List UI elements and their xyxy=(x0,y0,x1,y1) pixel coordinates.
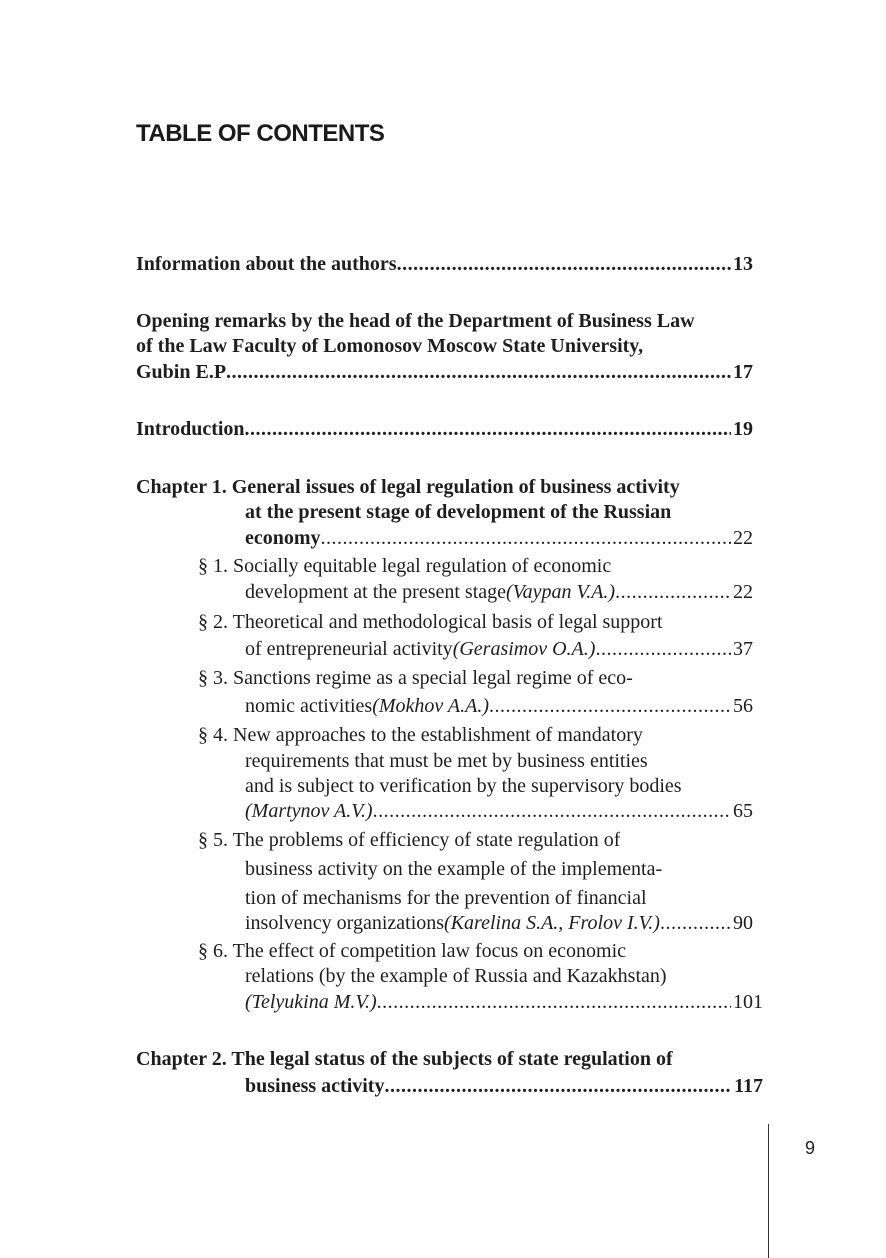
toc-entry-opening[interactable] xyxy=(136,359,753,385)
page-margin-rule xyxy=(768,1124,769,1258)
toc-entry-chapter2[interactable] xyxy=(245,1073,763,1099)
toc-author: (Gerasimov O.A.) xyxy=(452,638,596,660)
toc-page-number: 101 xyxy=(733,991,763,1013)
toc-page-number: 13 xyxy=(733,253,753,275)
toc-section4-line1: § 4. New approaches to the establishment of mandatory xyxy=(198,724,643,746)
toc-entry-opening-line2: of the Law Faculty of Lomonosov Moscow State University, xyxy=(136,335,644,357)
toc-entry-title: insolvency organizations xyxy=(245,912,445,934)
toc-page-number: 56 xyxy=(733,695,753,717)
toc-entry-chapter1[interactable] xyxy=(245,525,753,551)
toc-section4-line3: and is subject to verification by the supervisory bodies xyxy=(245,775,682,797)
toc-entry-title: Introduction xyxy=(136,418,245,440)
toc-entry-authors[interactable] xyxy=(136,251,753,277)
toc-section4-line2: requirements that must be met by business entities xyxy=(245,750,648,772)
toc-entry-title: economy xyxy=(245,527,321,549)
toc-page-number: 19 xyxy=(733,418,753,440)
toc-chapter1-line1: Chapter 1. General issues of legal regulation of business activity xyxy=(136,476,680,498)
toc-entry-section3[interactable] xyxy=(245,693,753,719)
toc-section6-line2: relations (by the example of Russia and Kazakhstan) xyxy=(245,965,667,987)
toc-entry-title: Gubin E.P xyxy=(136,361,227,383)
toc-page-number: 117 xyxy=(734,1075,763,1097)
page-number: 9 xyxy=(805,1138,816,1158)
toc-section5-line1: § 5. The problems of efficiency of state regulation of xyxy=(198,829,621,851)
toc-section5-line2: business activity on the example of the implementa- xyxy=(245,858,663,880)
toc-author: (Vaypan V.A.) xyxy=(506,581,616,603)
toc-section2-line1: § 2. Theoretical and methodological basis of legal support xyxy=(198,611,663,633)
toc-entry-section6[interactable] xyxy=(245,989,763,1015)
page-title: TABLE OF CONTENTS xyxy=(136,120,385,147)
toc-section1-line1: § 1. Socially equitable legal regulation of economic xyxy=(198,555,612,577)
toc-entry-title: nomic activities xyxy=(245,695,373,717)
toc-entry-section1[interactable] xyxy=(245,579,753,605)
toc-author: (Mokhov A.A.) xyxy=(372,695,489,717)
toc-page-number: 37 xyxy=(733,638,753,660)
toc-entry-section2[interactable] xyxy=(245,636,753,662)
toc-section6-line1: § 6. The effect of competition law focus on economic xyxy=(198,940,627,962)
toc-author: (Karelina S.A., Frolov I.V.) xyxy=(444,912,660,934)
toc-entry-title: of entrepreneurial activity xyxy=(245,638,453,660)
toc-page-number: 22 xyxy=(733,527,753,549)
toc-entry-title: Information about the authors xyxy=(136,253,397,275)
toc-chapter1-line2: at the present stage of development of the Russian xyxy=(245,501,672,523)
toc-page-number: 90 xyxy=(733,912,753,934)
toc-author: (Telyukina M.V.) xyxy=(245,991,377,1013)
toc-author: (Martynov A.V.) xyxy=(245,800,373,822)
toc-page-number: 65 xyxy=(733,800,753,822)
toc-entry-section4[interactable] xyxy=(245,798,753,824)
toc-section5-line3: tion of mechanisms for the prevention of financial xyxy=(245,887,647,909)
toc-entry-section5[interactable] xyxy=(245,910,753,936)
toc-page-number: 17 xyxy=(733,361,753,383)
toc-chapter2-line1: Chapter 2. The legal status of the subjects of state regulation of xyxy=(136,1048,673,1070)
toc-entry-introduction[interactable] xyxy=(136,416,753,442)
toc-section3-line1: § 3. Sanctions regime as a special legal regime of eco- xyxy=(198,667,633,689)
toc-entry-title: development at the present stage xyxy=(245,581,507,603)
toc-page-number: 22 xyxy=(733,581,753,603)
toc-entry-opening-line1: Opening remarks by the head of the Department of Business Law xyxy=(136,310,695,332)
toc-entry-title: business activity xyxy=(245,1075,385,1097)
